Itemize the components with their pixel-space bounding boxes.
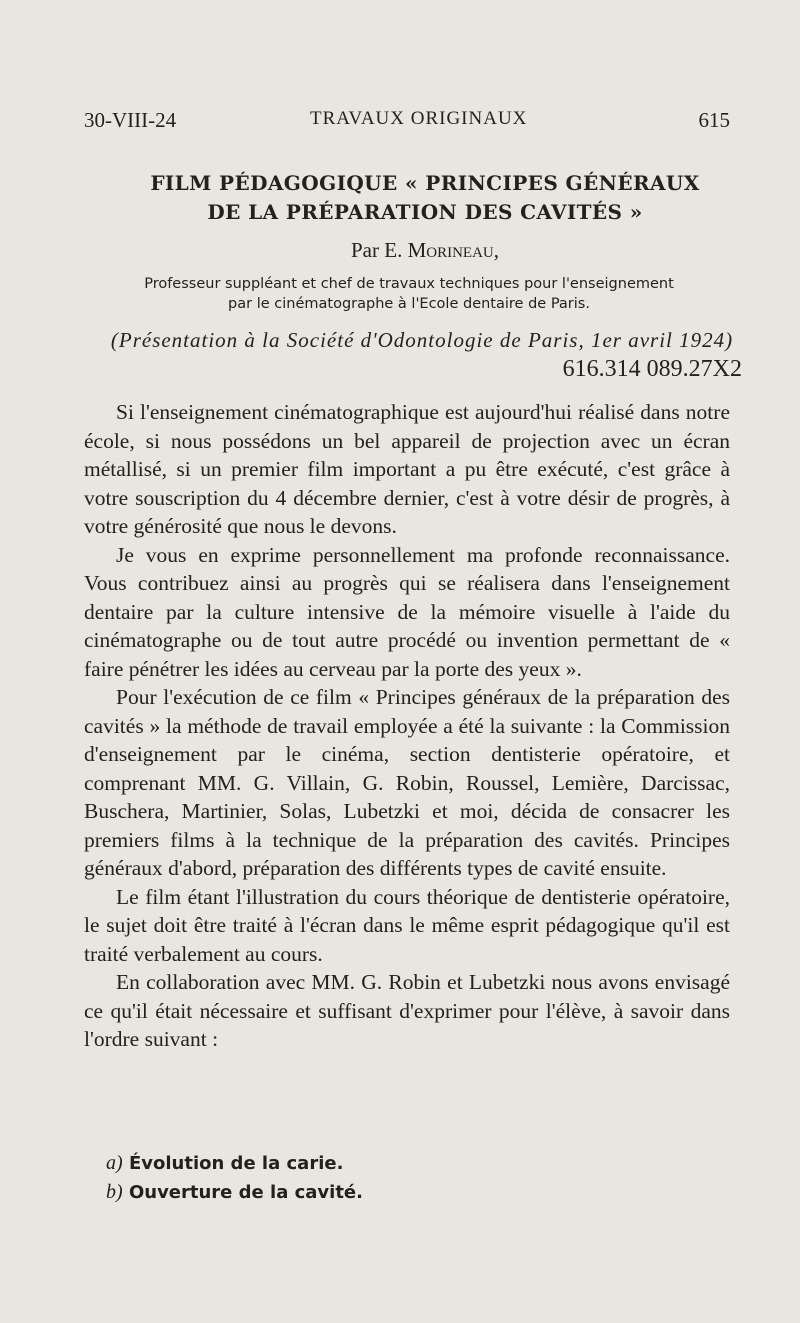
page-number: 615 [698,108,730,132]
classification-code: 616.314 089.27X2 [562,356,742,382]
list-item-text: Évolution de la carie. [128,1153,344,1174]
running-head [84,108,730,138]
paragraph: Pour l'exécution de ce film « Principes généraux de la préparation des cavités » la méthode de travail employée a été la suivante : la Commission d'enseignement par le cinéma, section dentisterie opératoire, et comprenant MM. G. Villain, G. Robin, Roussel, Lemière, Darcissac, Buschera, Martinier, Solas, Lubetzki et moi, décida de consacrer les premiers films à la technique de la préparation des cavités. Principes généraux d'abord, préparation des différents types de cavité ensuite. [84,685,730,880]
affiliation-line-1: Professeur suppléant et chef de travaux techniques pour l'enseignement [144,276,674,292]
section-title: TRAVAUX ORIGINAUX [310,108,528,129]
list-item-text: Ouverture de la cavité. [128,1182,363,1203]
author-name: E. Morineau, [384,238,499,262]
list-marker: b) [106,1181,123,1203]
issue-date: 30-VIII-24 [84,108,177,132]
list-item [106,1178,706,1207]
article-body [84,398,730,1054]
article-title-line-2: DE LA PRÉPARATION DES CAVITÉS » [207,200,643,224]
presentation-note: (Présentation à la Société d'Odontologie de Paris, 1er avril 1924) [110,328,734,352]
list-item [106,1149,706,1178]
article-title-line-1: FILM PÉDAGOGIQUE « PRINCIPES GÉNÉRAUX [150,171,700,195]
author-line [70,238,780,263]
list-marker: a) [106,1152,123,1174]
author-prefix: Par [351,238,379,262]
article-title [70,169,780,227]
paragraph: En collaboration avec MM. G. Robin et Lubetzki nous avons envisagé ce qu'il était nécessaire et suffisant d'exprimer pour l'élève, à savoir dans l'ordre suivant : [84,970,730,1051]
outline-list [106,1149,706,1207]
paragraph: Je vous en exprime personnellement ma profonde reconnaissance. Vous contribuez ainsi au progrès qui se réalisera dans l'enseignement dentaire par la culture intensive de la mémoire visuelle à l'aide du cinématographe ou de tout autre procédé ou invention permettant de « faire pénétrer les idées au cerveau par la porte des yeux ». [84,542,730,681]
paragraph: Si l'enseignement cinématographique est aujourd'hui réalisé dans notre école, si nous possédons un bel appareil de projection avec un écran métallisé, si un premier film important a pu être exécuté, c'est grâce à votre souscription du 4 décembre dernier, c'est à votre désir de progrès, à votre générosité que nous le devons. [84,400,730,538]
author-affiliation [84,274,734,314]
paragraph: Le film étant l'illustration du cours théorique de dentisterie opératoire, le sujet doit être traité à l'écran dans le même esprit pédagogique qu'il est traité verbalement au cours. [84,884,730,966]
affiliation-line-2: par le cinématographe à l'Ecole dentaire de Paris. [228,296,590,312]
